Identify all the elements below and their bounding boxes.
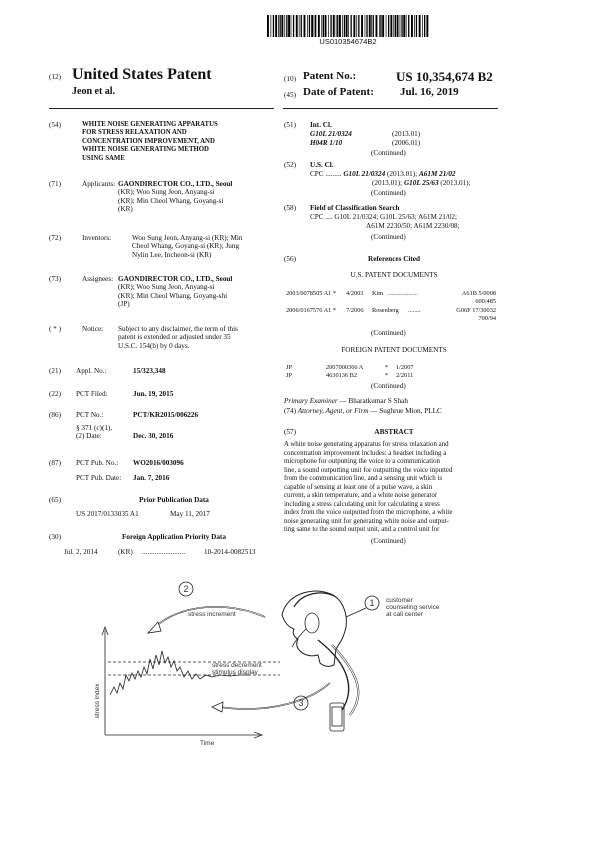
operator-head: [282, 591, 346, 666]
notice-label: Notice:: [82, 325, 104, 333]
barcode-bar: [424, 15, 425, 37]
foreign-doc-number: 4630136 B2: [326, 372, 357, 379]
us-cl-line-2: (2013.01); G10L 25/63 (2013.01);: [372, 179, 471, 187]
patent-no-label: Patent No.:: [303, 70, 357, 82]
us-cl-label: U.S. Cl.: [310, 161, 334, 169]
barcode-bar: [348, 15, 349, 37]
barcode-bar: [397, 15, 399, 37]
field-30-code: (30): [49, 533, 61, 541]
field-56-code: (56): [284, 255, 296, 263]
date-of-patent: Jul. 16, 2019: [400, 86, 459, 98]
barcode-bar: [393, 15, 394, 37]
barcode-bar: [333, 15, 335, 37]
barcode-bar: [328, 15, 329, 37]
barcode-bar: [325, 15, 327, 37]
appl-no: 15/323,348: [133, 367, 166, 375]
barcode-bar: [315, 15, 316, 37]
barcode-bar: [323, 15, 324, 37]
barcode-bar: [411, 15, 413, 37]
foreign-doc-date: 1/2007: [396, 364, 414, 371]
label-call-center: at call center: [386, 611, 423, 618]
arrow-3: [220, 683, 330, 709]
notice-code: ( * ): [49, 325, 61, 333]
examiner: Primary Examiner — Bharatkumar S Shah: [284, 397, 408, 405]
date-of-patent-label: Date of Patent:: [303, 86, 374, 98]
barcode-bar: [426, 15, 428, 37]
field-57-code: (57): [284, 428, 296, 436]
notice-text: Subject to any disclaimer, the term of this patent is extended or adjusted under 35 U.S.C. 154(b) by 0 days.: [118, 325, 238, 350]
barcode-bar: [281, 15, 283, 37]
barcode-bar: [307, 15, 308, 37]
label-customer: customer: [386, 597, 413, 604]
field-58-code: (58): [284, 204, 296, 212]
foreign-doc-star: *: [385, 372, 389, 379]
inventors-label: Inventors:: [82, 234, 112, 242]
barcode-bar: [296, 15, 298, 37]
pct-pub-date: Jan. 7, 2016: [133, 474, 170, 482]
us-doc-name: Kim: [372, 290, 384, 297]
barcode-bar: [376, 15, 378, 37]
barcode-bar: [339, 15, 341, 37]
code-12: (12): [49, 73, 61, 81]
us-doc-class-2: 600/485: [475, 298, 496, 305]
barcode-bar: [293, 15, 294, 37]
patent-title: WHITE NOISE GENERATING APPARATUS FOR STRESS RELAXATION AND CONCENTRATION IMPROVEMENT, AND WHITE NOISE GENERATING METHOD USING SAME: [82, 121, 218, 162]
barcode: [267, 15, 429, 37]
barcode-bar: [403, 15, 405, 37]
pct-no-label: PCT No.:: [76, 411, 104, 419]
field-54-code: (54): [49, 121, 61, 129]
label-stimulus-display: stimulus display: [212, 669, 258, 676]
barcode-bar: [336, 15, 337, 37]
barcode-bar: [386, 15, 387, 37]
field-87-code: (87): [49, 459, 61, 467]
barcode-bar: [311, 15, 313, 37]
int-cl-continued: (Continued): [371, 149, 406, 157]
barcode-bar: [400, 15, 401, 37]
section-371-date-label: (2) Date:: [76, 432, 102, 440]
prior-publication-number: US 2017/0133035 A1: [76, 510, 139, 518]
barcode-bar: [273, 15, 274, 37]
barcode-bar: [380, 15, 381, 37]
barcode-bar: [422, 15, 423, 37]
barcode-bar: [351, 15, 352, 37]
barcode-bar: [361, 15, 363, 37]
barcode-bar: [395, 15, 396, 37]
rule-right: [283, 108, 498, 109]
field-52-code: (52): [284, 161, 296, 169]
us-cl-line-1: CPC ......... G10L 21/0324 (2013.01); A61M 21/02: [310, 170, 456, 178]
pct-filed-label: PCT Filed:: [76, 390, 108, 398]
barcode-bar: [278, 15, 279, 37]
callout-3-number: 3: [298, 698, 304, 708]
prior-publication-date: May 11, 2017: [170, 510, 210, 518]
representative-figure: [60, 575, 500, 750]
barcode-bar: [275, 15, 277, 37]
us-doc-class-2: 700/94: [478, 315, 496, 322]
applicants: GAONDIRECTOR CO., LTD., Seoul (KR); Woo Sung Jeon, Anyang-si (KR); Min Cheol Whang, Goyang-si (KR): [118, 180, 233, 214]
pct-pub-date-label: PCT Pub. Date:: [76, 474, 122, 482]
barcode-bar: [314, 15, 315, 37]
barcode-bar: [304, 15, 306, 37]
assignees: GAONDIRECTOR CO., LTD., Seoul (KR); Woo Sung Jeon, Anyang-si (KR); Min Cheol Whang, Goyang-shi (JP): [118, 275, 233, 309]
barcode-bar: [365, 15, 366, 37]
x-axis-label: Time: [200, 740, 215, 747]
abstract-heading: ABSTRACT: [374, 428, 414, 436]
applicants-label: Applicants:: [82, 180, 116, 188]
barcode-bar: [318, 15, 320, 37]
barcode-bar: [358, 15, 359, 37]
references-heading: References Cited: [368, 255, 420, 263]
callout-1-number: 1: [369, 598, 375, 608]
barcode-bar: [419, 15, 421, 37]
us-doc-date: 7/2006: [346, 307, 364, 314]
attorney: (74) Attorney, Agent, or Firm — Sughrue Mion, PLLC: [284, 407, 442, 415]
foreign-docs-heading: FOREIGN PATENT DOCUMENTS: [341, 346, 447, 354]
us-doc-number: 2006/0167576 A1 *: [286, 307, 337, 314]
barcode-bar: [379, 15, 380, 37]
int-cl-label: Int. Cl.: [310, 121, 332, 129]
field-of-search-line-2: A61M 2230/50; A61M 2230/08;: [366, 222, 460, 230]
pct-pub-no: WO2016/003096: [133, 459, 184, 467]
barcode-bar: [373, 15, 374, 37]
priority-number: 10-2014-0082513: [204, 548, 256, 556]
section-371-date: Dec. 30, 2016: [133, 432, 174, 440]
foreign-docs-continued: (Continued): [371, 382, 406, 390]
field-72-code: (72): [49, 234, 61, 242]
headset: [294, 593, 336, 607]
assignees-label: Assignees:: [82, 275, 114, 283]
field-21-code: (21): [49, 367, 61, 375]
priority-country: (KR): [118, 548, 133, 556]
abstract-continued: (Continued): [371, 537, 406, 545]
code-10: (10): [284, 75, 296, 83]
int-cl-1-date: (2013.01): [392, 130, 421, 138]
section-371: § 371 (c)(1),: [76, 424, 113, 432]
us-doc-name: Rosenberg: [372, 307, 399, 314]
document-type: United States Patent: [72, 66, 212, 83]
label-stress-decrement: stress decrement: [212, 662, 262, 669]
int-cl-2: H04R 1/10: [310, 139, 343, 147]
barcode-bar: [301, 15, 302, 37]
barcode-bar: [288, 15, 290, 37]
barcode-bar: [406, 15, 407, 37]
barcode-bar: [321, 15, 322, 37]
us-doc-number: 2003/0078505 A1 *: [286, 290, 337, 297]
priority-date: Jul. 2, 2014: [64, 548, 98, 556]
foreign-doc-country: JP: [286, 372, 292, 379]
barcode-bar: [330, 15, 331, 37]
barcode-bar: [401, 15, 402, 37]
foreign-doc-country: JP: [286, 364, 292, 371]
patent-number: US 10,354,674 B2: [396, 69, 493, 84]
field-86-code: (86): [49, 411, 61, 419]
pct-filed: Jun. 19, 2015: [133, 390, 174, 398]
barcode-bar: [416, 15, 417, 37]
us-doc-class: A61B 5/0008: [461, 290, 496, 297]
int-cl-1: G10L 21/0324: [310, 130, 352, 138]
us-docs-heading: U.S. PATENT DOCUMENTS: [350, 271, 438, 279]
label-stress-increment: stress increment: [188, 611, 236, 618]
foreign-doc-date: 2/2011: [396, 372, 414, 379]
us-cl-continued: (Continued): [371, 189, 406, 197]
priority-dots: ........................: [142, 548, 186, 556]
barcode-bar: [286, 15, 287, 37]
us-docs-continued: (Continued): [371, 329, 406, 337]
us-doc-date: 4/2003: [346, 290, 364, 297]
barcode-bar: [344, 15, 345, 37]
abstract-text: A white noise generating apparatus for stress relaxation and concentration improvement includes: a headset including a microphone for outputting the voice to a communication line, a sound outputting unit for outputting the voice inputted from the communication line, and a sensing unit which is capable of sensing at least one of a pulse wave, a skin current, a skin temperature, and a white noise generator including a stress calculating unit for calculating a stress index from the voice outputted from the microphone, a white noise generating unit for generating white noise and output- ting same to the sound output unit, and a control unit for: [284, 441, 453, 533]
barcode-bar: [388, 15, 389, 37]
prior-publication-heading: Prior Publication Data: [139, 496, 209, 504]
field-of-search-continued: (Continued): [371, 233, 406, 241]
pct-pub-no-label: PCT Pub. No.:: [76, 459, 119, 467]
barcode-bar: [408, 15, 409, 37]
headset-mic: [292, 629, 306, 647]
us-doc-class: G06F 17/30032: [456, 307, 496, 314]
pct-no: PCT/KR2015/006226: [133, 411, 199, 419]
label-counseling-service: counseling service: [386, 604, 440, 611]
barcode-bar: [382, 15, 384, 37]
field-51-code: (51): [284, 121, 296, 129]
us-doc-dots: ........: [408, 307, 421, 314]
y-axis-label: stress index: [94, 683, 101, 719]
field-of-search-line-1: CPC .... G10L 21/0324; G10L 25/63; A61M 21/02;: [310, 213, 458, 221]
field-73-code: (73): [49, 275, 61, 283]
barcode-bar: [390, 15, 392, 37]
rule-left: [49, 108, 274, 109]
barcode-bar: [356, 15, 357, 37]
barcode-bar: [280, 15, 281, 37]
barcode-bar: [371, 15, 372, 37]
barcode-bar: [271, 15, 272, 37]
inventors: Woo Sung Jeon, Anyang-si (KR); Min Cheol Whang, Goyang-si (KR); Jung Nylin Lee, Incheon-si (KR): [132, 234, 243, 259]
barcode-bar: [299, 15, 300, 37]
callout-2-number: 2: [183, 584, 189, 594]
field-of-search-label: Field of Classification Search: [310, 204, 400, 212]
foreign-priority-heading: Foreign Application Priority Data: [122, 533, 226, 541]
field-22-code: (22): [49, 390, 61, 398]
barcode-bar: [291, 15, 292, 37]
us-doc-dots: ...................: [388, 290, 418, 297]
barcode-bar: [369, 15, 371, 37]
appl-no-label: Appl. No.:: [76, 367, 107, 375]
foreign-doc-number: 2007000366 A: [326, 364, 364, 371]
barcode-bar: [337, 15, 338, 37]
barcode-number: US010354674B2: [319, 37, 377, 46]
barcode-bar: [284, 15, 285, 37]
inventor-short: Jeon et al.: [72, 86, 116, 97]
foreign-doc-star: *: [385, 364, 389, 371]
field-65-code: (65): [49, 496, 61, 504]
barcode-bar: [414, 15, 415, 37]
barcode-bar: [309, 15, 310, 37]
barcode-bar: [366, 15, 367, 37]
barcode-bar: [267, 15, 269, 37]
int-cl-2-date: (2006.01): [392, 139, 421, 147]
barcode-bar: [342, 15, 343, 37]
barcode-bar: [346, 15, 348, 37]
headset-earpiece: [305, 613, 319, 633]
code-45: (45): [284, 91, 296, 99]
barcode-bar: [353, 15, 355, 37]
field-71-code: (71): [49, 180, 61, 188]
